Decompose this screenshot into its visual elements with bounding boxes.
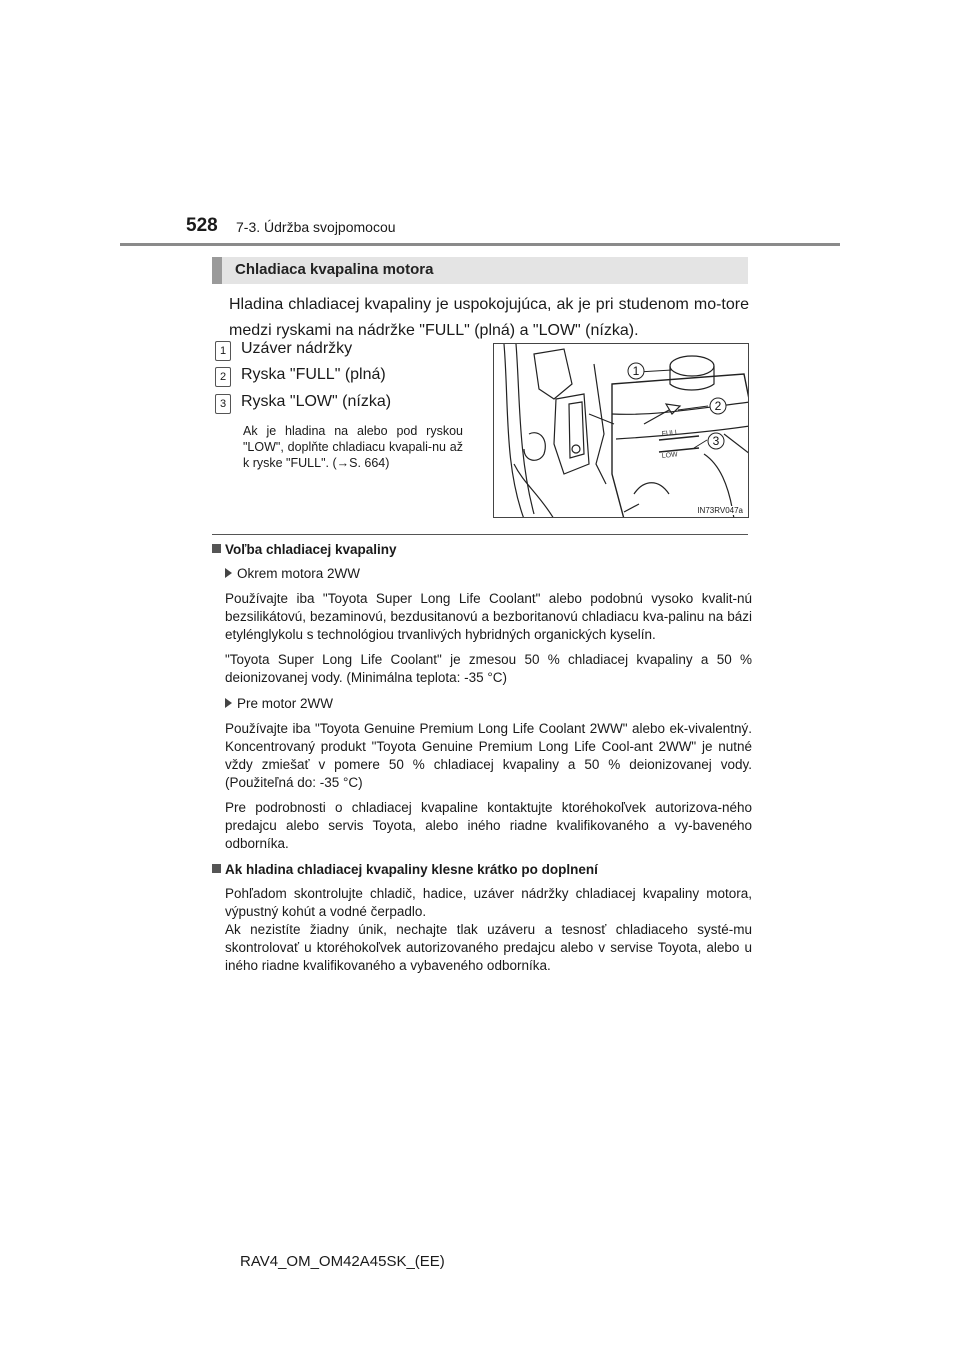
- figure-callout-1: 1: [632, 364, 640, 378]
- section-title: Chladiaca kvapalina motora: [235, 261, 434, 278]
- subheading: Ak hladina chladiacej kvapaliny klesne krátko po doplnení: [212, 861, 752, 879]
- square-bullet-icon: [212, 864, 221, 873]
- paragraph: Ak nezistíte žiadny únik, nechajte tlak uzáveru a tesnosť chladiaceho systé-mu skontrolovať u ktoréhokoľvek autorizovaného predajcu alebo v servise Toyota, alebo u iného riadne kvalifikovaného a vybaveného odborníka.: [225, 922, 752, 973]
- page-number: 528: [186, 215, 218, 236]
- document-code-footer: RAV4_OM_OM42A45SK_(EE): [240, 1253, 445, 1270]
- note-text: Ak je hladina na alebo pod ryskou "LOW", doplňte chladiacu kvapali-nu až k ryske "FULL". (→S. 664): [243, 424, 463, 470]
- callout-number: 3: [215, 394, 231, 414]
- intro-paragraph: Hladina chladiacej kvapaliny je uspokojujúca, ak je pri studenom mo-tore medzi ryskami na nádržke "FULL" (plná) a "LOW" (nízka).: [229, 296, 749, 339]
- triangle-bullet-icon: [225, 568, 232, 578]
- paragraph: Pohľadom skontrolujte chladič, hadice, uzáver nádržky chladiacej kvapaliny motora, výpustný kohút a vodné čerpadlo.: [225, 886, 752, 919]
- legend-label: Ryska "FULL" (plná): [241, 366, 386, 383]
- callout-number: 1: [215, 341, 231, 361]
- paragraph: Používajte iba "Toyota Genuine Premium Long Life Coolant 2WW" alebo ek-vivalentný. Koncentrovaný produkt "Toyota Genuine Premium Long Life Cool-ant 2WW" je nutné vždy zmiešať v pomere 50 % chladiacej kvapaliny a 50 % deionizovanej vody. (Použiteľná do: -35 °C): [225, 721, 752, 790]
- legend-label: Ryska "LOW" (nízka): [241, 393, 392, 410]
- full-mark-label: FULL: [661, 429, 680, 438]
- engine-bullet: Okrem motora 2WW: [212, 565, 752, 583]
- legend-item-cap: [215, 340, 353, 362]
- legend-item-full: [215, 366, 386, 388]
- engine-bullet: Pre motor 2WW: [212, 695, 752, 713]
- low-mark-label: LOW: [661, 451, 679, 460]
- square-bullet-icon: [212, 544, 221, 553]
- section-title-bar: [212, 257, 748, 284]
- coolant-selection-block: [212, 541, 752, 975]
- section-divider: [212, 534, 748, 535]
- section-path: 7-3. Údržba svojpomocou: [236, 219, 396, 235]
- triangle-bullet-icon: [225, 698, 232, 708]
- coolant-reservoir-illustration: [493, 343, 749, 518]
- engine-bay-drawing: [494, 344, 749, 518]
- figure-callout-3: 3: [712, 434, 720, 448]
- legend-item-low: [215, 393, 392, 415]
- figure-callout-2: 2: [714, 399, 722, 413]
- paragraph: Používajte iba "Toyota Super Long Life Coolant" alebo podobnú vysoko kvalit-nú bezsilikátovú, bezaminovú, bezdusitanovú a bezboritanovú chladiacu kva-palinu na bázi etylénglykolu s technológiou trvanlivých hybridných organických kyselín.: [225, 591, 752, 642]
- figure-code: IN73RV047a: [697, 506, 743, 515]
- header-rule: [120, 243, 840, 246]
- legend-label: Uzáver nádržky: [241, 340, 353, 357]
- subheading: Voľba chladiacej kvapaliny: [212, 541, 752, 559]
- paragraph: Pre podrobnosti o chladiacej kvapaline kontaktujte ktoréhokoľvek autorizova-ného predajcu alebo servis Toyota, alebo iného riadne kvalifikovaného a vy-baveného odborníka.: [225, 800, 752, 851]
- callout-number: 2: [215, 367, 231, 387]
- paragraph: "Toyota Super Long Life Coolant" je zmesou 50 % chladiacej kvapaliny a 50 % deionizovanej vody. (Minimálna teplota: -35 °C): [225, 652, 752, 685]
